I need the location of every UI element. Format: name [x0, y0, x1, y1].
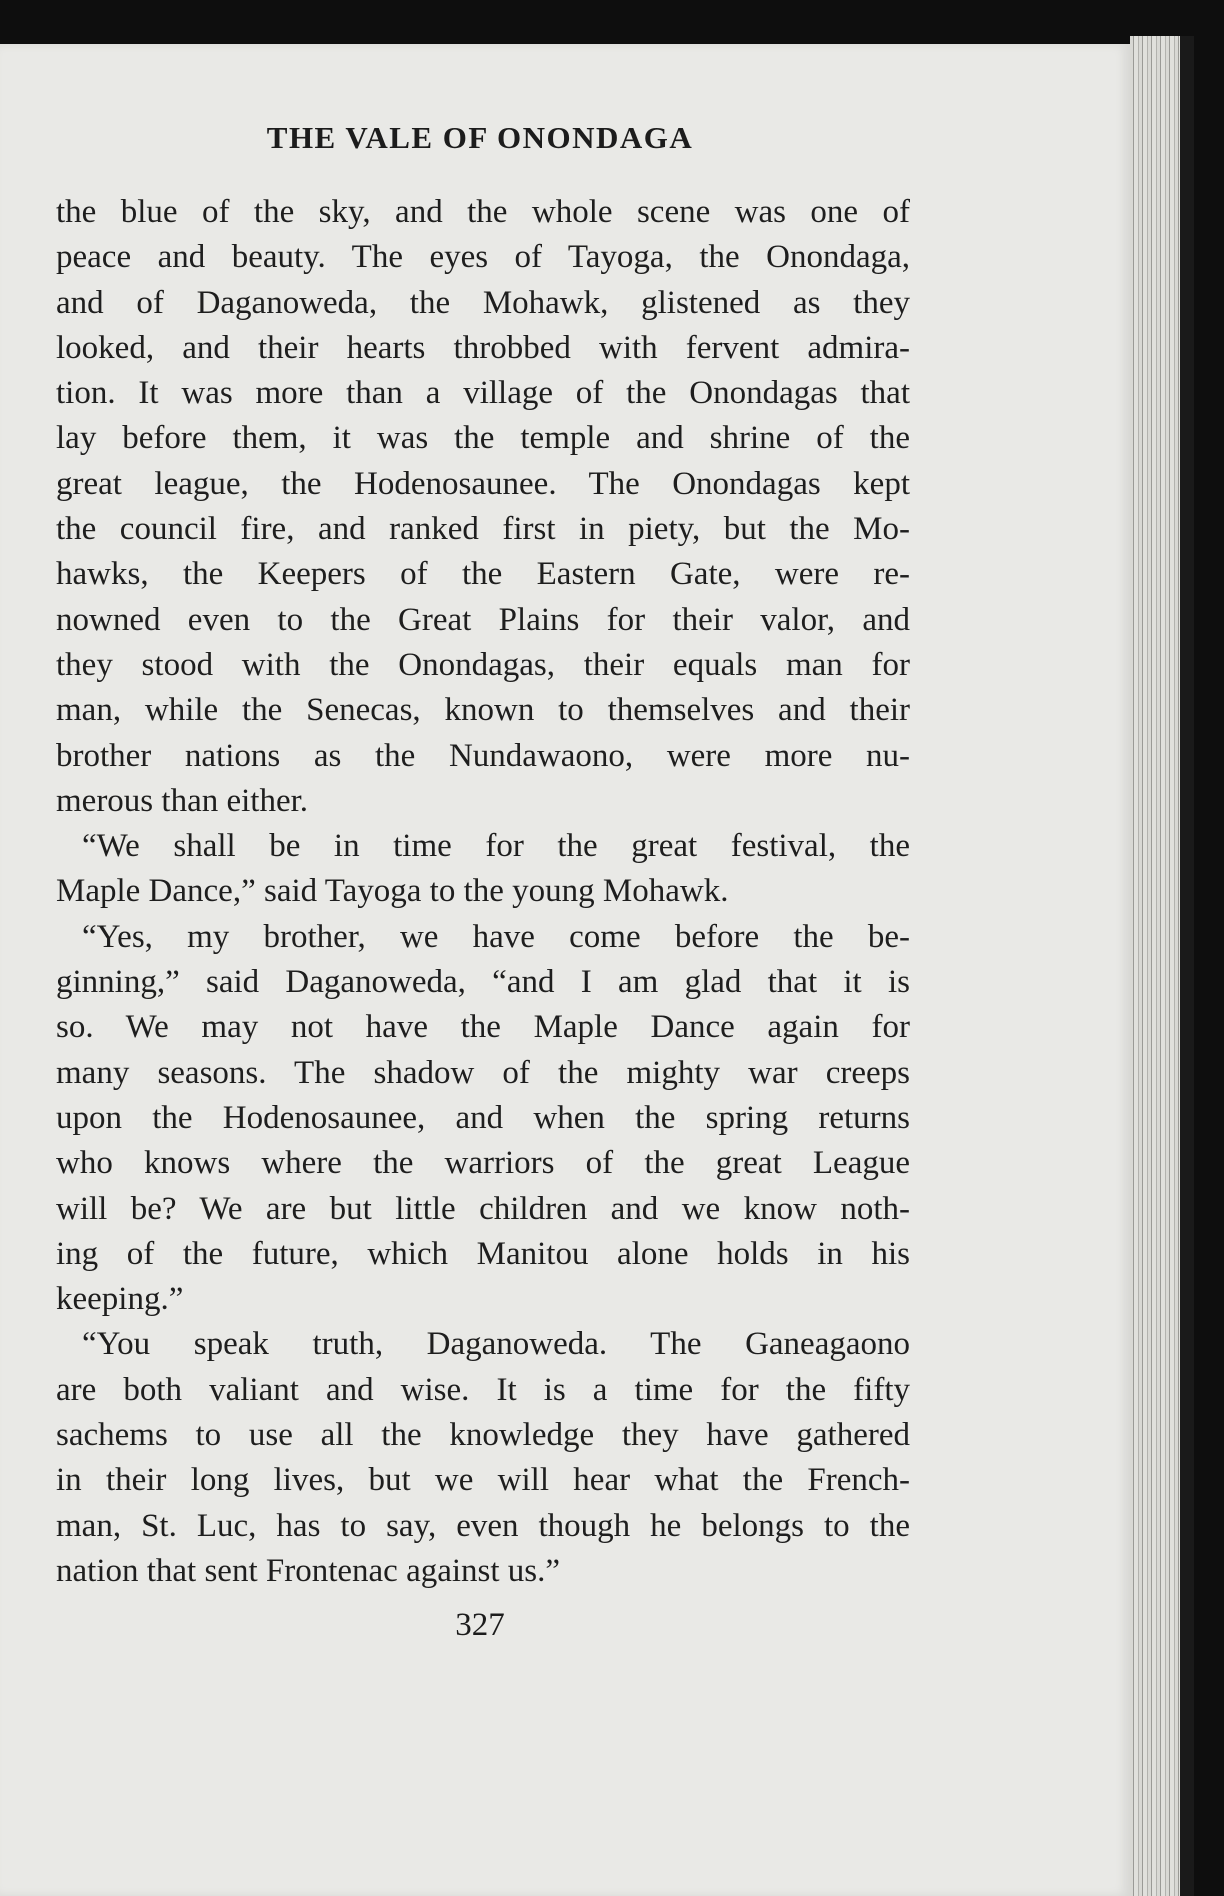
text-line: lay before them, it was the temple and shrine of the	[56, 420, 910, 457]
text-line: so. We may not have the Maple Dance again for	[56, 1009, 910, 1046]
text-line: brother nations as the Nundawaono, were more nu-	[56, 737, 910, 774]
text-line: in their long lives, but we will hear what the French-	[56, 1462, 910, 1499]
text-line: sachems to use all the knowledge they have gathered	[56, 1417, 910, 1454]
text-line: keeping.”	[56, 1281, 184, 1318]
body-text	[56, 190, 910, 1594]
text-line: ginning,” said Daganoweda, “and I am glad that it is	[56, 964, 910, 1001]
text-line: are both valiant and wise. It is a time for the fifty	[56, 1371, 910, 1408]
page-edges	[1130, 36, 1194, 1896]
page-number: 327	[455, 1607, 505, 1643]
text-line: nation that sent Frontenac against us.”	[56, 1552, 561, 1589]
text-line: man, while the Senecas, known to themselves and their	[56, 692, 910, 729]
text-line: “We shall be in time for the great festival, the	[82, 828, 910, 865]
text-line: will be? We are but little children and we know noth-	[56, 1190, 910, 1227]
text-line: many seasons. The shadow of the mighty war creeps	[56, 1054, 910, 1091]
text-line: great league, the Hodenosaunee. The Onondagas kept	[56, 465, 910, 502]
text-line: they stood with the Onondagas, their equals man for	[56, 646, 910, 683]
text-line: who knows where the warriors of the great League	[56, 1145, 910, 1182]
text-line: the council fire, and ranked first in piety, but the Mo-	[56, 511, 910, 548]
text-line: upon the Hodenosaunee, and when the spring returns	[56, 1099, 910, 1136]
text-line: man, St. Luc, has to say, even though he belongs to the	[56, 1507, 910, 1544]
text-line: ing of the future, which Manitou alone holds in his	[56, 1235, 910, 1272]
text-line: tion. It was more than a village of the Onondagas that	[56, 375, 910, 412]
text-line: Maple Dance,” said Tayoga to the young Mohawk.	[56, 873, 729, 910]
text-line: looked, and their hearts throbbed with fervent admira-	[56, 329, 910, 366]
running-head: THE VALE OF ONONDAGA	[266, 120, 694, 155]
text-line: the blue of the sky, and the whole scene was one of	[56, 194, 910, 230]
text-line: peace and beauty. The eyes of Tayoga, the Onondaga,	[56, 239, 910, 276]
text-line: “You speak truth, Daganoweda. The Ganeagaono	[82, 1326, 910, 1363]
text-line: and of Daganoweda, the Mohawk, glistened as they	[56, 284, 910, 321]
text-line: hawks, the Keepers of the Eastern Gate, were re-	[56, 556, 910, 593]
text-line: merous than either.	[56, 782, 309, 819]
text-line: “Yes, my brother, we have come before the be-	[82, 918, 910, 955]
text-line: nowned even to the Great Plains for their valor, and	[56, 601, 910, 638]
